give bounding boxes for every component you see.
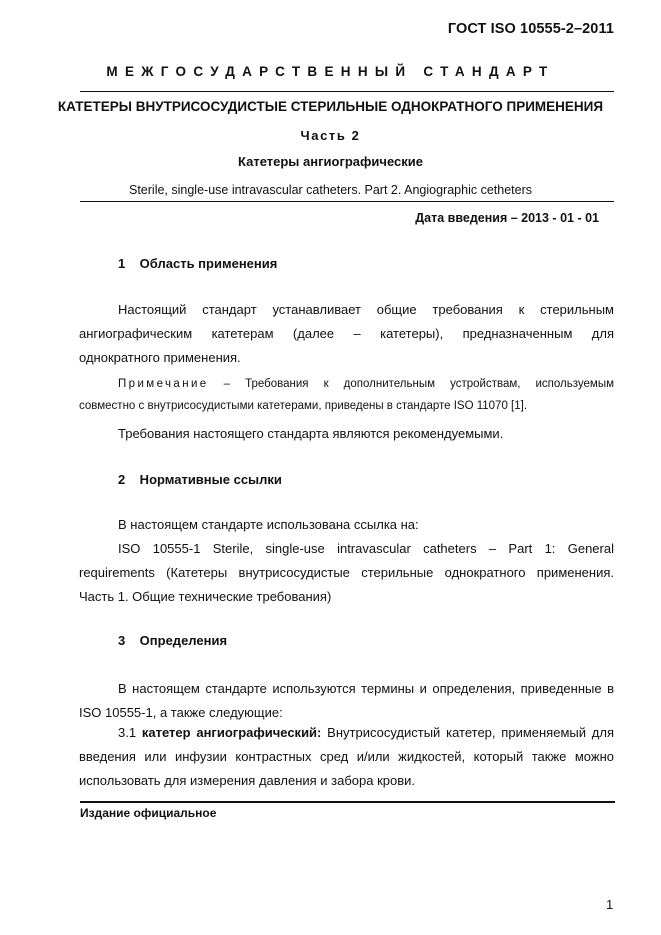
text-line bbox=[79, 721, 614, 745]
section-1-heading: 1 Область применения bbox=[118, 256, 278, 271]
english-title: Sterile, single-use intravascular catheters. Part 2. Angiographic cetheters bbox=[129, 183, 532, 197]
section-2-heading: 2 Нормативные ссылки bbox=[118, 472, 282, 487]
text-line: Часть 1. Общие технические требования) bbox=[79, 589, 332, 604]
text-line: введения или инфузии контрастных сред и/или жидкостей, который также можно bbox=[79, 749, 614, 764]
note-line: совместно с внутрисосудистыми катетерами, приведены в стандарте ISO 11070 [1]. bbox=[79, 400, 528, 412]
text-line: использовать для измерения давления и забора крови. bbox=[79, 773, 416, 788]
definition-term: катетер ангиографический: bbox=[141, 725, 322, 740]
document-title: КАТЕТЕРЫ ВНУТРИСОСУДИСТЫЕ СТЕРИЛЬНЫЕ ОДНОКРАТНОГО ПРИМЕНЕНИЯ bbox=[57, 99, 604, 114]
definition-3-1 bbox=[79, 721, 614, 793]
section-2-paragraph: В настоящем стандарте использована ссылка на: bbox=[118, 517, 419, 532]
text-line: однократного применения. bbox=[79, 350, 241, 365]
standard-type-title: МЕЖГОСУДАРСТВЕННЫЙ СТАНДАРТ bbox=[106, 64, 555, 79]
text-line: requirements (Катетеры внутрисосудистые стерильные однократного применения. bbox=[79, 565, 614, 580]
note-label: Примечание bbox=[118, 378, 209, 390]
title-top-rule bbox=[80, 91, 614, 92]
document-code: ГОСТ ISO 10555-2–2011 bbox=[447, 21, 614, 37]
edition-label: Издание официальное bbox=[80, 806, 217, 820]
definition-text: Внутрисосудистый катетер, применяемый для bbox=[321, 725, 614, 740]
text-line: ISO 10555-1, а также следующие: bbox=[79, 705, 283, 720]
note-text: – Требования к дополнительным устройствам, используемым bbox=[208, 378, 614, 390]
definition-number: 3.1 bbox=[118, 725, 142, 740]
text-line: ангиографическим катетерам (далее – катетеры), предназначенным для bbox=[79, 326, 614, 341]
part-label: Часть 2 bbox=[300, 128, 361, 143]
page-number: 1 bbox=[606, 897, 614, 912]
introduction-date: Дата введения – 2013 - 01 - 01 bbox=[415, 211, 599, 225]
text-line: Настоящий стандарт устанавливает общие требования к стерильным bbox=[118, 302, 614, 317]
text-line: В настоящем стандарте используются термины и определения, приведенные в bbox=[118, 681, 614, 696]
section-2-reference bbox=[79, 537, 614, 609]
footer-rule bbox=[80, 801, 615, 803]
document-subtitle: Катетеры ангиографические bbox=[238, 154, 423, 169]
section-1-paragraph-2: Требования настоящего стандарта являются рекомендуемыми. bbox=[118, 426, 504, 441]
section-1-paragraph bbox=[79, 298, 614, 370]
section-3-paragraph bbox=[79, 677, 614, 725]
section-1-note bbox=[79, 373, 614, 417]
text-line: ISO 10555-1 Sterile, single-use intravascular catheters – Part 1: General bbox=[118, 541, 614, 556]
section-3-heading: 3 Определения bbox=[118, 633, 228, 648]
note-line bbox=[79, 373, 614, 395]
title-bottom-rule bbox=[80, 201, 614, 202]
